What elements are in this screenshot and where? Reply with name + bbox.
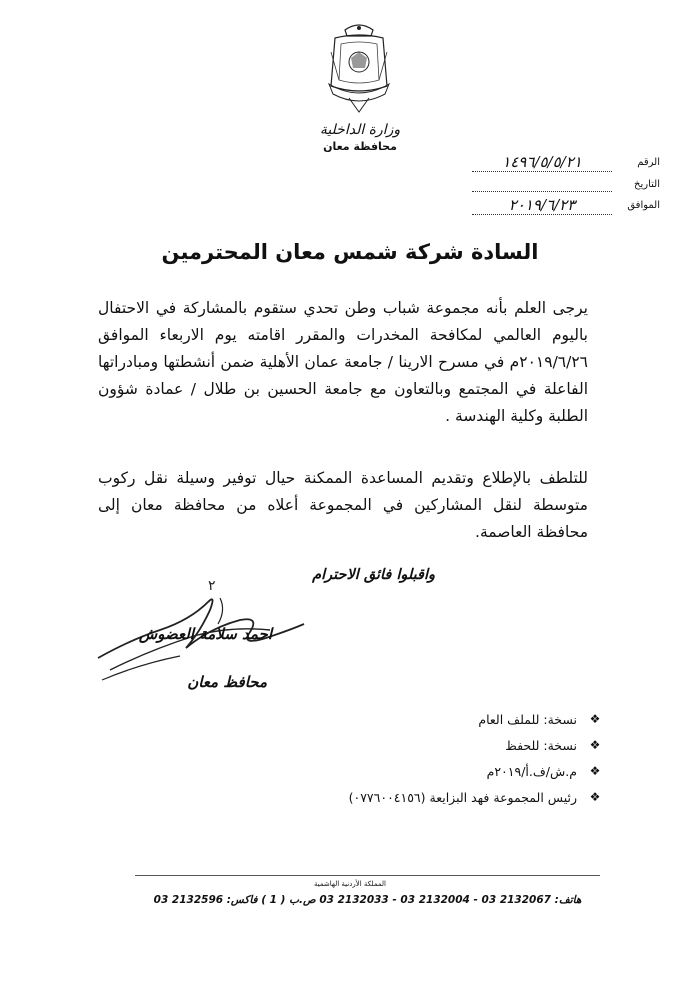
copy-text: نسخة: للحفظ (505, 737, 577, 753)
recipient-heading: السادة شركة شمس معان المحترمين (161, 240, 539, 264)
reference-corresponding-row (470, 198, 660, 218)
jordan-coat-of-arms-icon (325, 22, 393, 114)
reference-number-label: الرقم (637, 157, 660, 168)
body-paragraph-1: يرجى العلم بأنه مجموعة شباب وطن تحدي ستقوم بالمشاركة في الاحتفال باليوم العالمي لمكافحة المخدرات والمقرر اقامته يوم الاربعاء الموافق ٢٠١٩/٦/٢٦م في مسرح الارينا / جامعة عمان الأهلية ضمن أنشطتها ومبادراتها الفاعلة في المجتمع وبالتعاون مع جامعة الحسين بن طلال / عمادة شؤون الطلبة وكلية الهندسة . (98, 299, 588, 425)
reference-corresponding-value: ٢٠١٩/٦/٢٣ (472, 196, 612, 215)
list-item (275, 784, 605, 810)
diamond-bullet-icon: ❖ (589, 764, 601, 778)
signatory-name: احمد سلامة العضوش (138, 625, 272, 643)
reference-number-value: ١٤٩٦/٥/٥/٢١ (472, 153, 612, 172)
reference-date-value (472, 175, 612, 192)
copy-text: رئيس المجموعة فهد البزايعة (٠٧٧٦٠٠٤١٥٦) (348, 789, 577, 805)
reference-number-row (470, 155, 660, 175)
footer-contact: هاتف: 2132067 03 - 2132004 03 - 2132033 03 ص.ب ( 1 ) فاكس: 2132596 03 (153, 894, 582, 906)
ministry-name: وزارة الداخلية (319, 122, 401, 138)
reference-corresponding-label: الموافق (627, 200, 660, 211)
diamond-bullet-icon: ❖ (589, 790, 601, 804)
footer-country: المملكة الأردنية الهاشمية (313, 880, 387, 888)
list-item (275, 758, 605, 784)
copies-list (275, 706, 605, 810)
footer-divider (135, 875, 600, 876)
diamond-bullet-icon: ❖ (589, 738, 601, 752)
diamond-bullet-icon: ❖ (589, 712, 601, 726)
closing-line: واقبلوا فائق الاحترام (312, 567, 435, 583)
signatory-title: محافظ معان (187, 673, 267, 691)
body-paragraph-2: للتلطف بالإطلاع وتقديم المساعدة الممكنة حيال توفير وسيلة نقل ركوب متوسطة لنقل المشاركين في المجموعة أعلاه من محافظة معان إلى محافظة العاصمة. (98, 469, 588, 541)
copy-text: نسخة: للملف العام (478, 711, 577, 727)
signature-mark: ٢ (208, 580, 216, 594)
copy-text: م.ش/ف.أ/٢٠١٩م (486, 763, 577, 779)
list-item (275, 706, 605, 732)
list-item (275, 732, 605, 758)
reference-date-row (470, 177, 660, 197)
reference-date-label: التاريخ (634, 179, 660, 190)
governorate-name: محافظة معان (323, 140, 397, 153)
